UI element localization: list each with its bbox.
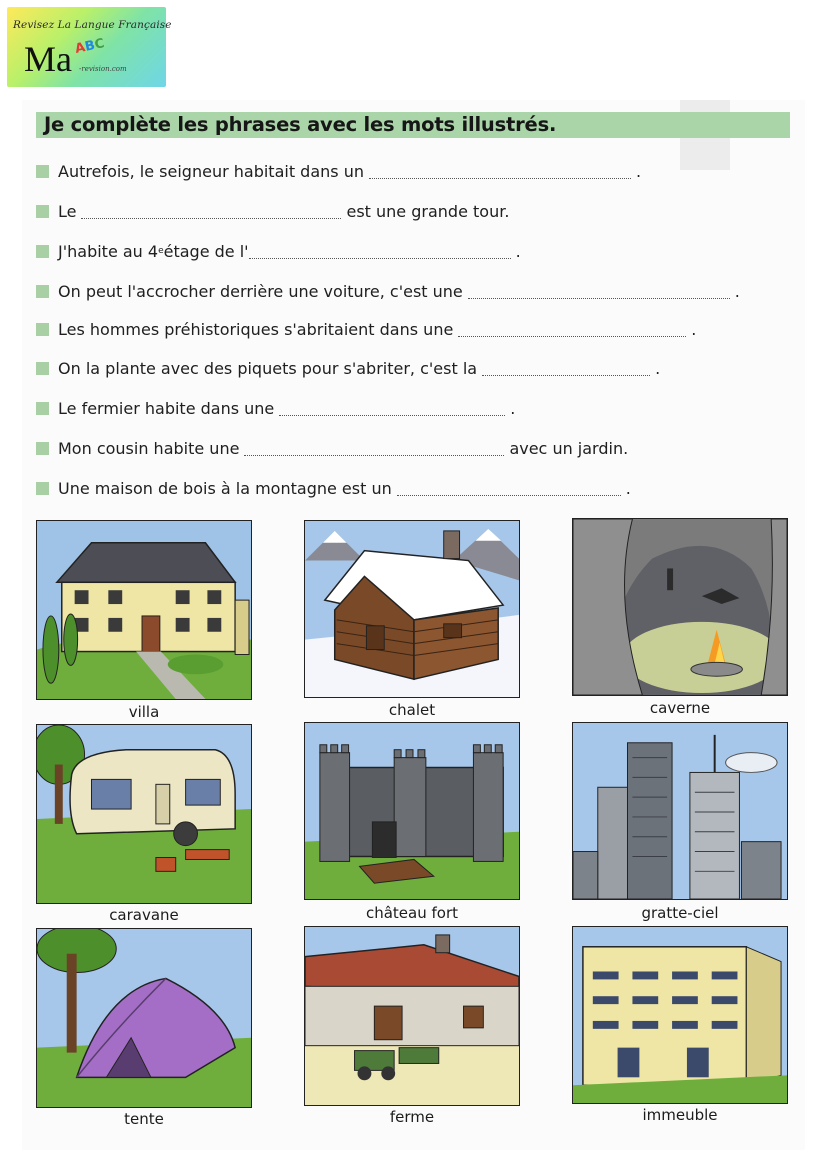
sentence-3 (36, 239, 521, 263)
tent-illustration (36, 928, 252, 1108)
sentence-end: . (510, 398, 516, 418)
bullet-square (36, 362, 49, 375)
picture-card-ferme (304, 926, 520, 1126)
picture-label: gratte-ciel (641, 904, 719, 922)
sentence-end: avec un jardin. (509, 438, 629, 458)
sentence-8 (36, 436, 628, 460)
answer-blank[interactable] (482, 361, 650, 376)
answer-blank[interactable] (468, 284, 730, 299)
sentence-end: . (515, 241, 521, 261)
logo-main-text: Ma (24, 39, 72, 79)
picture-label: immeuble (642, 1106, 718, 1124)
picture-label: tente (124, 1110, 164, 1128)
answer-blank[interactable] (279, 401, 505, 416)
sentence-4 (36, 279, 740, 303)
villa-illustration (36, 520, 252, 700)
picture-label: chalet (388, 701, 436, 719)
sentence-text: Les hommes préhistoriques s'abritaient dans une (58, 319, 454, 339)
sentence-text: On la plante avec des piquets pour s'abriter, c'est la (58, 358, 478, 378)
ordinal-suffix: e (158, 246, 164, 256)
sentence-text-cont: étage de l' (163, 241, 249, 261)
bullet-square (36, 205, 49, 218)
sentence-text: J'habite au 4 (58, 241, 159, 261)
logo-abc-badge: ABC (73, 36, 106, 57)
sentence-2 (36, 199, 509, 223)
bullet-square (36, 245, 49, 258)
sentence-end: . (734, 281, 740, 301)
sentence-end: . (655, 358, 661, 378)
picture-label: caravane (109, 906, 179, 924)
sentence-text: Une maison de bois à la montagne est un (58, 478, 392, 498)
sentence-end: . (691, 319, 697, 339)
bullet-square (36, 482, 49, 495)
answer-blank[interactable] (244, 441, 504, 456)
exercise-title: Je complète les phrases avec les mots illustrés. (44, 113, 557, 136)
chalet-illustration (304, 520, 520, 698)
apartment-building-illustration (572, 926, 788, 1104)
picture-card-caverne (572, 518, 788, 718)
bullet-square (36, 165, 49, 178)
sentence-text: On peut l'accrocher derrière une voiture, c'est une (58, 281, 463, 301)
sentence-text: Le (58, 201, 77, 221)
sentence-7 (36, 396, 515, 420)
bullet-square (36, 285, 49, 298)
sentence-1 (36, 159, 641, 183)
cave-illustration (572, 518, 788, 696)
sentence-text: Mon cousin habite une (58, 438, 240, 458)
picture-label: villa (128, 703, 160, 721)
picture-card-chalet (304, 520, 520, 720)
caravan-illustration (36, 724, 252, 904)
sentence-end: . (635, 161, 642, 181)
sentence-end: est une grande tour. (346, 201, 510, 221)
bullet-square (36, 402, 49, 415)
picture-card-caravane (36, 724, 252, 924)
picture-label: château fort (365, 904, 459, 922)
picture-card-tente (36, 928, 252, 1128)
answer-blank[interactable] (369, 164, 631, 179)
answer-blank[interactable] (458, 322, 686, 337)
sentence-end: . (625, 478, 631, 498)
sentence-9 (36, 476, 631, 500)
picture-card-chateau (304, 722, 520, 922)
site-logo[interactable] (7, 7, 172, 87)
bullet-square (36, 323, 49, 336)
logo-subtitle: -revision.com (79, 65, 127, 73)
logo-tagline: Revisez La Langue Française (13, 19, 172, 31)
exercise-title-band (36, 112, 790, 138)
picture-label: ferme (389, 1108, 435, 1126)
answer-blank[interactable] (249, 244, 511, 259)
castle-illustration (304, 722, 520, 900)
skyscraper-illustration (572, 722, 788, 900)
picture-label: caverne (649, 699, 711, 717)
sentence-text: Autrefois, le seigneur habitait dans un (58, 161, 364, 181)
farm-illustration (304, 926, 520, 1106)
bullet-square (36, 442, 49, 455)
picture-card-villa (36, 520, 252, 720)
sentence-6 (36, 356, 660, 380)
sentence-5 (36, 317, 696, 341)
answer-blank[interactable] (81, 204, 341, 219)
picture-card-immeuble (572, 926, 788, 1126)
sentence-text: Le fermier habite dans une (58, 398, 275, 418)
picture-card-gratte-ciel (572, 722, 788, 922)
answer-blank[interactable] (397, 481, 621, 496)
